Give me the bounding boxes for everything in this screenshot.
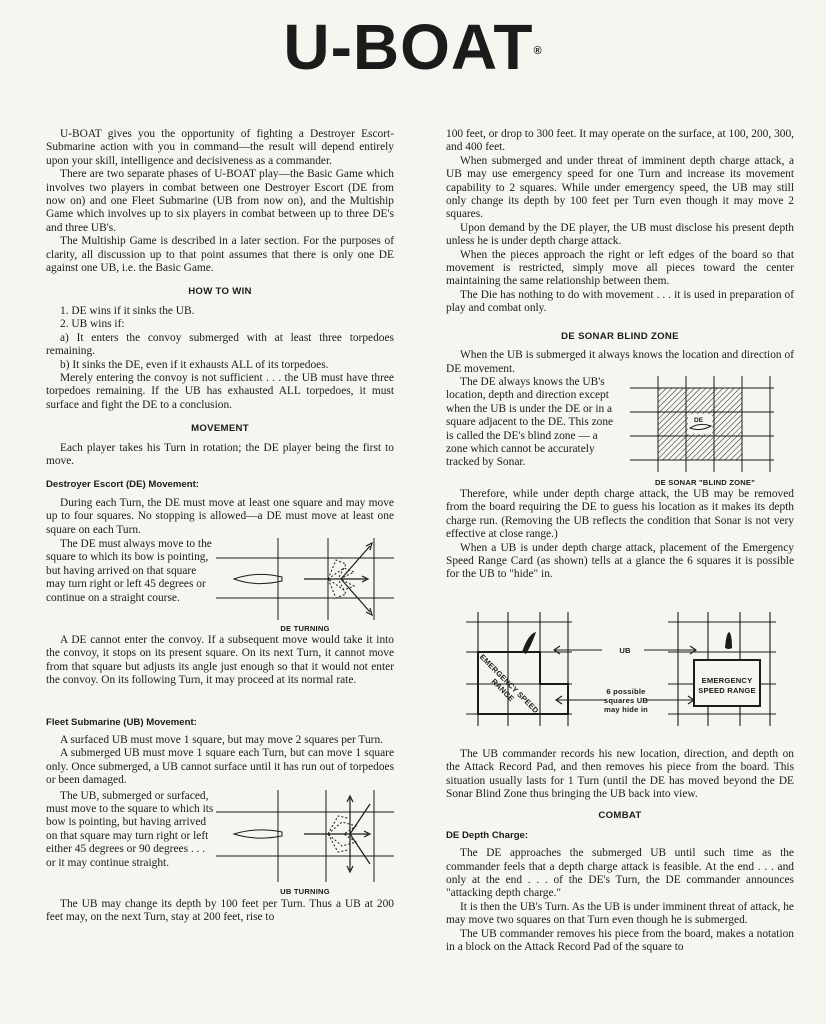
ub-movement-paragraph-2: A submerged UB must move 1 square each Turn, but can move 1 square only. Once submerged, a UB cannot surface until it has run out of torpedoes or been damaged. (46, 747, 394, 787)
sonar-blind-zone-caption: DE SONAR "BLIND ZONE" (655, 477, 755, 486)
win-condition-2: 2. UB wins if: (60, 318, 125, 331)
esr-hide-label-1: 6 possible (606, 686, 646, 696)
depth-charge-heading: DE Depth Charge: (446, 829, 529, 841)
combat-paragraph-3: The UB commander removes his piece from the board, makes a notation in a block on the Attack Record Pad of the square to (446, 927, 794, 954)
intro-paragraph-1: U-BOAT gives you the opportunity of fighting a Destroyer Escort-Submarine action with you in command—the result will depend entirely upon your skill, intelligence and decisiveness as a commander. (46, 128, 394, 167)
esr-card-left-label: EMERGENCY SPEED RANGE (477, 652, 541, 715)
depth-disclosure-paragraph: Upon demand by the DE player, the UB must disclose his present depth unless he is under depth charge attack. (446, 221, 794, 248)
ub-submarine-icon (234, 830, 282, 838)
left-column (46, 128, 394, 924)
sonar-blind-zone-figure (616, 376, 794, 486)
continued-paragraph: 100 feet, or drop to 300 feet. It may operate on the surface, at 100, 200, 300, and 400 feet. (446, 128, 794, 154)
page-title: U-BOAT® (283, 11, 543, 83)
movement-paragraph: Each player takes his Turn in rotation; the DE player being the first to move. (46, 441, 394, 467)
esr-hide-label-3: may hide in (604, 704, 648, 714)
intro-paragraph-2: There are two separate phases of U-BOAT play—the Basic Game which involves two players in combat between one Destroyer Escort (DE from now on) and one Fleet Submarine (UB from now on), and the Multiship Game which involves up to six players in combat between up to three DE's and three UB's. (46, 168, 394, 234)
emergency-speed-paragraph: When submerged and under threat of imminent depth charge attack, a UB may use emergency speed for one Turn and increase its movement capability to 2 squares. While under emergency speed, the UB may still only change its depth by 100 feet per Turn even though it may move 2 squares. (446, 154, 794, 221)
win-condition-2b: b) It sinks the DE, even if it exhausts ALL of its torpedoes. (60, 358, 329, 371)
sonar-paragraph-2: The DE always knows the UB's location, depth and direction except when the UB is under the DE or in a square adjacent to the DE. This zone is called the DE's blind zone — a zone which cannot be accurately tracked by Sonar. (446, 375, 614, 469)
movement-heading: MOVEMENT (191, 423, 249, 435)
combat-paragraph-1: The DE approaches the submerged UB until such time as the commander feels that a depth charge attack is feasible. At the end . . . and only at the end . . . of the DE's Turn, the DE commander announces "attacking depth charge." (446, 847, 794, 900)
esr-card-right-label-1: EMERGENCY (701, 675, 753, 685)
win-condition-2a: a) It enters the convoy submerged with at least three torpedoes remaining. (46, 331, 394, 358)
sonar-de-label: DE (694, 416, 704, 424)
sonar-paragraph-3: Therefore, while under depth charge attack, the UB may be removed from the board requiring the DE to guess his location as it makes its depth charge run. (Removing the UB reflects the condition that Sonar is not very effective at close range.) (446, 487, 794, 541)
esr-card-right-label-2: SPEED RANGE (698, 685, 756, 695)
registered-mark: ® (533, 45, 543, 57)
combat-heading: COMBAT (598, 810, 642, 822)
win-condition-1: 1. DE wins if it sinks the UB. (60, 304, 195, 317)
de-ship-icon (234, 574, 282, 583)
ub-turning-figure (216, 790, 394, 894)
de-movement-paragraph-3: A DE cannot enter the convoy. If a subsequent move would take it into the convoy, it stops on its present square. On its next Turn, it cannot move from that square but adjusts its angle just enough so that it would not enter the convoy. On its following Turn, it may proceed at its normal rate. (46, 633, 394, 687)
ub-movement-heading: Fleet Submarine (UB) Movement: (46, 716, 197, 728)
record-paragraph: The UB commander records his new location, direction, and depth on the Attack Record Pad, and then removes his piece from the board. This situation usually lasts for 1 Turn (until the DE has moved beyond the DE Sonar Blind Zone thus bringing the UB back into view. (446, 747, 794, 800)
de-movement-heading: Destroyer Escort (DE) Movement: (46, 479, 200, 491)
ub-movement-paragraph-3: The UB, submerged or surfaced, must move to the square to which its bow is pointing, but having arrived on that square may turn right or left either 45 degrees or 90 degrees . . . or it may continue straight. (46, 789, 214, 869)
de-movement-paragraph-2: The DE must always move to the square to which its bow is pointing, but having arrived on that square may turn right or left 45 degrees or continue on a straight course. (46, 537, 212, 604)
de-turning-diagram (216, 538, 394, 620)
de-turning-caption: DE TURNING (280, 623, 330, 632)
ub-movement-paragraph-4: The UB may change its depth by 100 feet per Turn. Thus a UB at 200 feet may, on the next Turn, stay at 200 feet, rise to (46, 897, 394, 924)
ub-piece-icon-left (522, 632, 536, 654)
sonar-blind-zone-diagram (616, 376, 794, 472)
combat-paragraph-2: It is then the UB's Turn. As the UB is under imminent threat of attack, he may move two squares on that Turn even though he is submerged. (446, 900, 794, 927)
esr-hide-label-2: squares UB (603, 695, 649, 705)
die-paragraph: The Die has nothing to do with movement . . . it is used in preparation of play and combat only. (446, 288, 794, 315)
esr-ub-label: UB (619, 645, 631, 655)
ub-movement-paragraph-1: A surfaced UB must move 1 square, but may move 2 squares per Turn. (60, 734, 384, 746)
intro-paragraph-3: The Multiship Game is described in a later section. For the purposes of clarity, all discussion up to that point assumes that there is only one DE against one UB, i.e. the Basic Game. (46, 235, 394, 275)
emergency-speed-range-figure (446, 604, 794, 734)
ub-piece-icon-right (725, 632, 732, 649)
sonar-paragraph-4: When a UB is under depth charge attack, placement of the Emergency Speed Range Card (as shown) tells at a glance the 6 squares it is possible for the UB to "hide" in. (446, 541, 794, 581)
sonar-blind-zone-heading: DE SONAR BLIND ZONE (561, 330, 679, 342)
de-turning-figure (216, 538, 394, 632)
sonar-paragraph-1: When the UB is submerged it always knows the location and direction of DE movement. (446, 349, 794, 375)
board-edges-paragraph: When the pieces approach the right or left edges of the board so that movement is restricted, simply move all pieces toward the center maintaining the same relationship between them. (446, 248, 794, 288)
right-column (446, 128, 794, 954)
how-to-win-heading: HOW TO WIN (188, 286, 252, 298)
de-movement-paragraph-1: During each Turn, the DE must move at least one square and may move up to four squares. No stopping is allowed—a DE must move at least one square on each Turn. (46, 496, 394, 536)
ub-turning-caption: UB TURNING (280, 886, 330, 894)
win-note: Merely entering the convoy is not sufficient . . . the UB must have three torpedoes remaining. If the UB has exhausted ALL torpedoes, it must surface and fight the DE to a conclusion. (46, 371, 394, 411)
ub-turning-diagram (216, 790, 394, 882)
